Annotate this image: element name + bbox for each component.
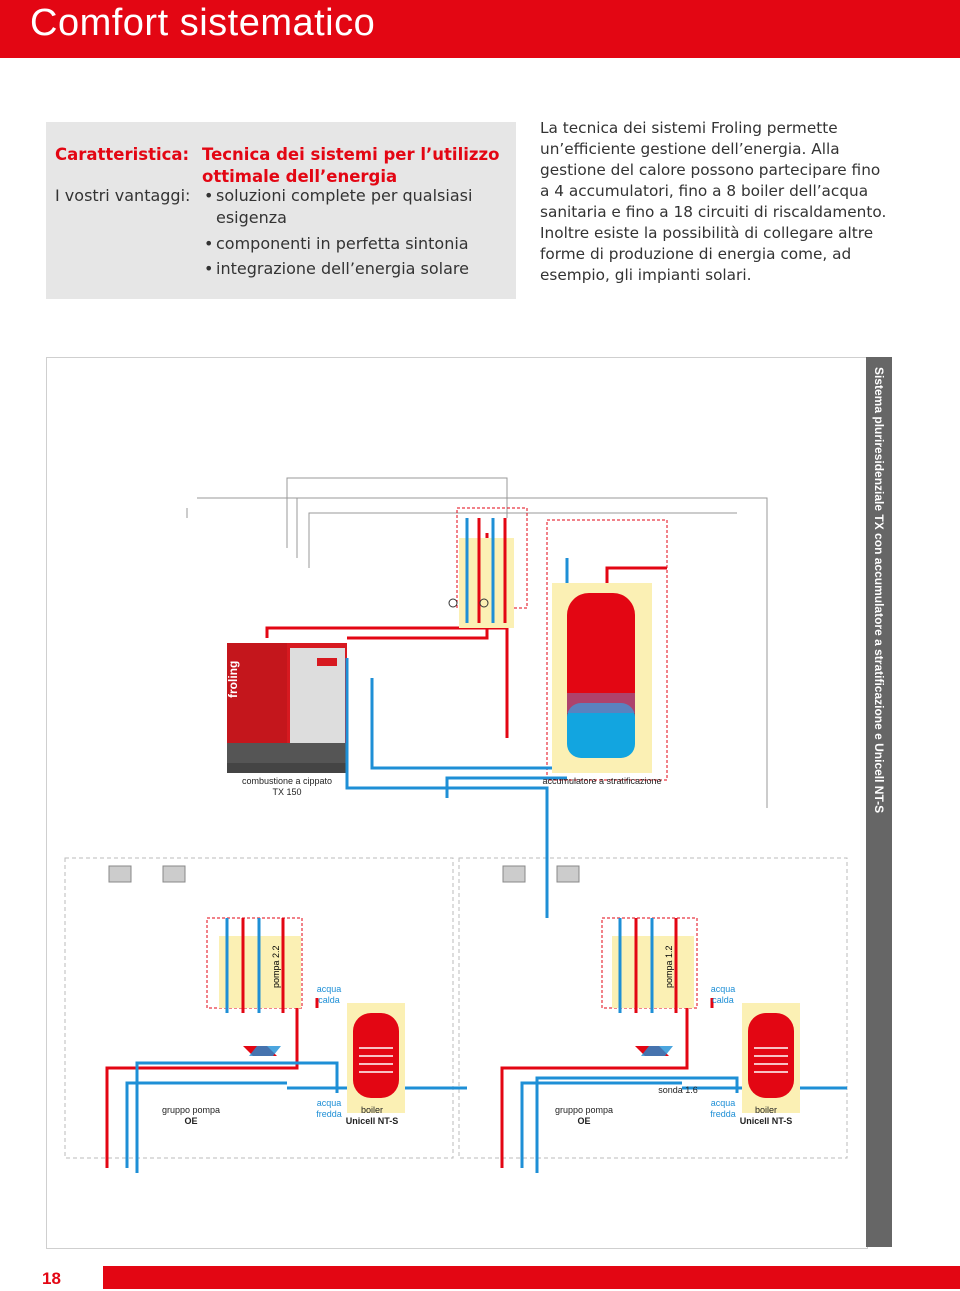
page-title: Comfort sistematico [30,2,376,44]
dhw-boiler-right [742,1003,800,1113]
hot-water-label-left: acqua calda [316,984,342,1005]
boiler-brand: froling [226,660,240,698]
side-title-bar [866,357,892,1247]
storage-label: accumulatore a stratificazione [542,776,662,786]
hot-water-label-right: acqua calda [710,984,736,1005]
cold-water-label-right: acqua fredda [710,1098,736,1119]
boiler-label: combustione a cippato TX 150 [241,776,333,797]
control-units [109,866,579,882]
characteristic-value: Tecnica dei sistemi per l’utilizzo ottimale dell’energia [202,145,500,186]
stratified-storage-tank [552,583,652,773]
header-bar [0,0,960,58]
advantage-item-2: • componenti in perfetta sintonia [204,234,469,253]
cold-water-label-left: acqua fredda [316,1098,342,1119]
characteristic-label: Caratteristica: [55,145,190,164]
pump-group-right-label: pompa 1.2 [664,945,674,988]
page-number: 18 [0,1266,103,1289]
hydraulic-diagram [46,357,868,1249]
pump-group-left [219,918,301,1013]
dhw-label-right: boiler Unicell NT-S [739,1105,793,1126]
pump-group-right [612,918,694,1013]
description-text: La tecnica dei sistemi Froling permette un’efficiente gestione dell’energia. Alla gestione del calore possono partecipare fino a 4 accumulatori, fino a 8 boiler dell’acqua sanitaria e fino a 18 circuiti di riscaldamento. Inoltre esiste la possibilità di collegare altre forme di produzione di energia come, ad esempio, gli impianti solari. [540,119,887,284]
pump-group-left-label: pompa 2.2 [271,945,281,988]
pump-group-oe-right: gruppo pompa OE [554,1105,614,1126]
advantage-item-3: • integrazione dell’energia solare [204,259,469,278]
sensor-label: sonda 1.6 [658,1085,698,1095]
wood-chip-boiler [226,643,347,773]
advantages-label: I vostri vantaggi: [55,186,191,205]
features-box [46,122,516,299]
footer-bar [0,1266,960,1289]
heating-pump-station [449,518,514,628]
pump-group-oe-left: gruppo pompa OE [161,1105,221,1126]
advantage-item-1: • soluzioni complete per qualsiasi esigenza [204,186,473,227]
side-title: Sistema pluriresidenziale TX con accumulatore a stratificazione e Unicell NT-S [872,367,886,814]
dhw-boiler-left [347,1003,405,1113]
dhw-label-left: boiler Unicell NT-S [345,1105,399,1126]
